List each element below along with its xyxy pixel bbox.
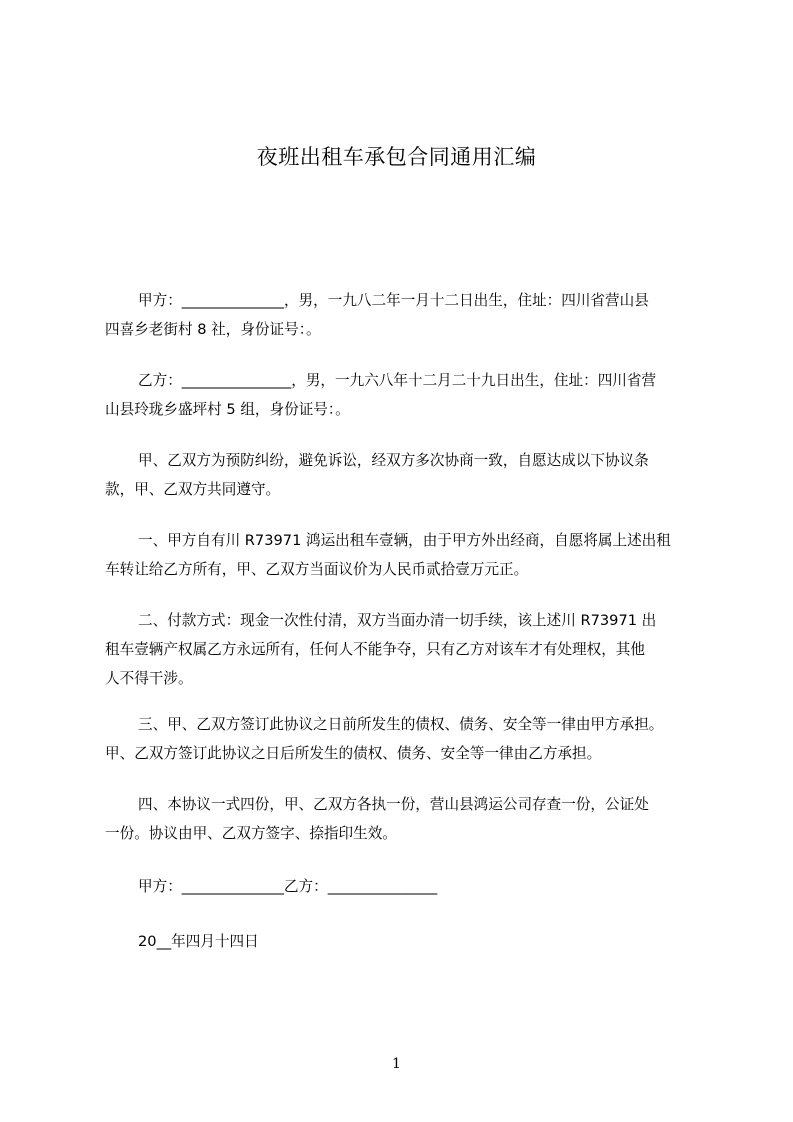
- date-line: [105, 927, 700, 956]
- paragraph-line: 山县玲珑乡盛坪村 5 组，身份证号：。: [105, 401, 350, 418]
- paragraph-line: 甲方：______________，男，一九八二年一月十二日出生，住址：四川省营山县: [138, 292, 649, 309]
- paragraph-clause-1: [105, 526, 700, 584]
- signature-line: [105, 872, 700, 901]
- paragraph-clause-2: [105, 606, 700, 693]
- paragraph-line: 人不得干涉。: [105, 670, 193, 687]
- paragraph-party-a: [105, 286, 700, 344]
- paragraph-line: 一份。协议由甲、乙双方签字、捺指印生效。: [105, 825, 397, 842]
- paragraph-line: 甲、乙双方为预防纠纷，避免诉讼，经双方多次协商一致，自愿达成以下协议条: [138, 452, 649, 469]
- document-title: 夜班出租车承包合同通用汇编: [256, 145, 537, 169]
- paragraph-line: 租车壹辆产权属乙方永远所有，任何人不能争夺，只有乙方对该车才有处理权，其他: [105, 641, 645, 658]
- paragraph-line: 三、甲、乙双方签订此协议之日前所发生的债权、债务、安全等一律由甲方承担。: [138, 716, 664, 733]
- paragraph-line: 甲方：______________乙方：_______________: [138, 878, 438, 895]
- paragraph-line: 款，甲、乙双方共同遵守。: [105, 481, 281, 498]
- paragraph-clause-3: [105, 710, 700, 768]
- paragraph-agreement-intro: [105, 446, 700, 504]
- paragraph-line: 二、付款方式：现金一次性付清，双方当面办清一切手续，该上述川 R73971 出: [138, 612, 657, 629]
- paragraph-line: 20__年四月十四日: [138, 933, 259, 950]
- paragraph-line: 四、本协议一式四份，甲、乙双方各执一份，营山县鸿运公司存查一份，公证处: [138, 796, 649, 813]
- paragraph-line: 车转让给乙方所有，甲、乙双方当面议价为人民币贰拾壹万元正。: [105, 561, 529, 578]
- paragraph-line: 一、甲方自有川 R73971 鸿运出租车壹辆，由于甲方外出经商，自愿将属上述出租: [138, 532, 671, 549]
- paragraph-line: 乙方：_______________，男，一九六八年十二月二十九日出生，住址：四川省营: [138, 372, 657, 389]
- paragraph-party-b: [105, 366, 700, 424]
- page-number: 1: [392, 1056, 401, 1072]
- paragraph-line: 甲、乙双方签订此协议之日后所发生的债权、债务、安全等一律由乙方承担。: [105, 745, 602, 762]
- paragraph-line: 四喜乡老街村 8 社，身份证号：。: [105, 321, 321, 338]
- paragraph-clause-4: [105, 790, 700, 848]
